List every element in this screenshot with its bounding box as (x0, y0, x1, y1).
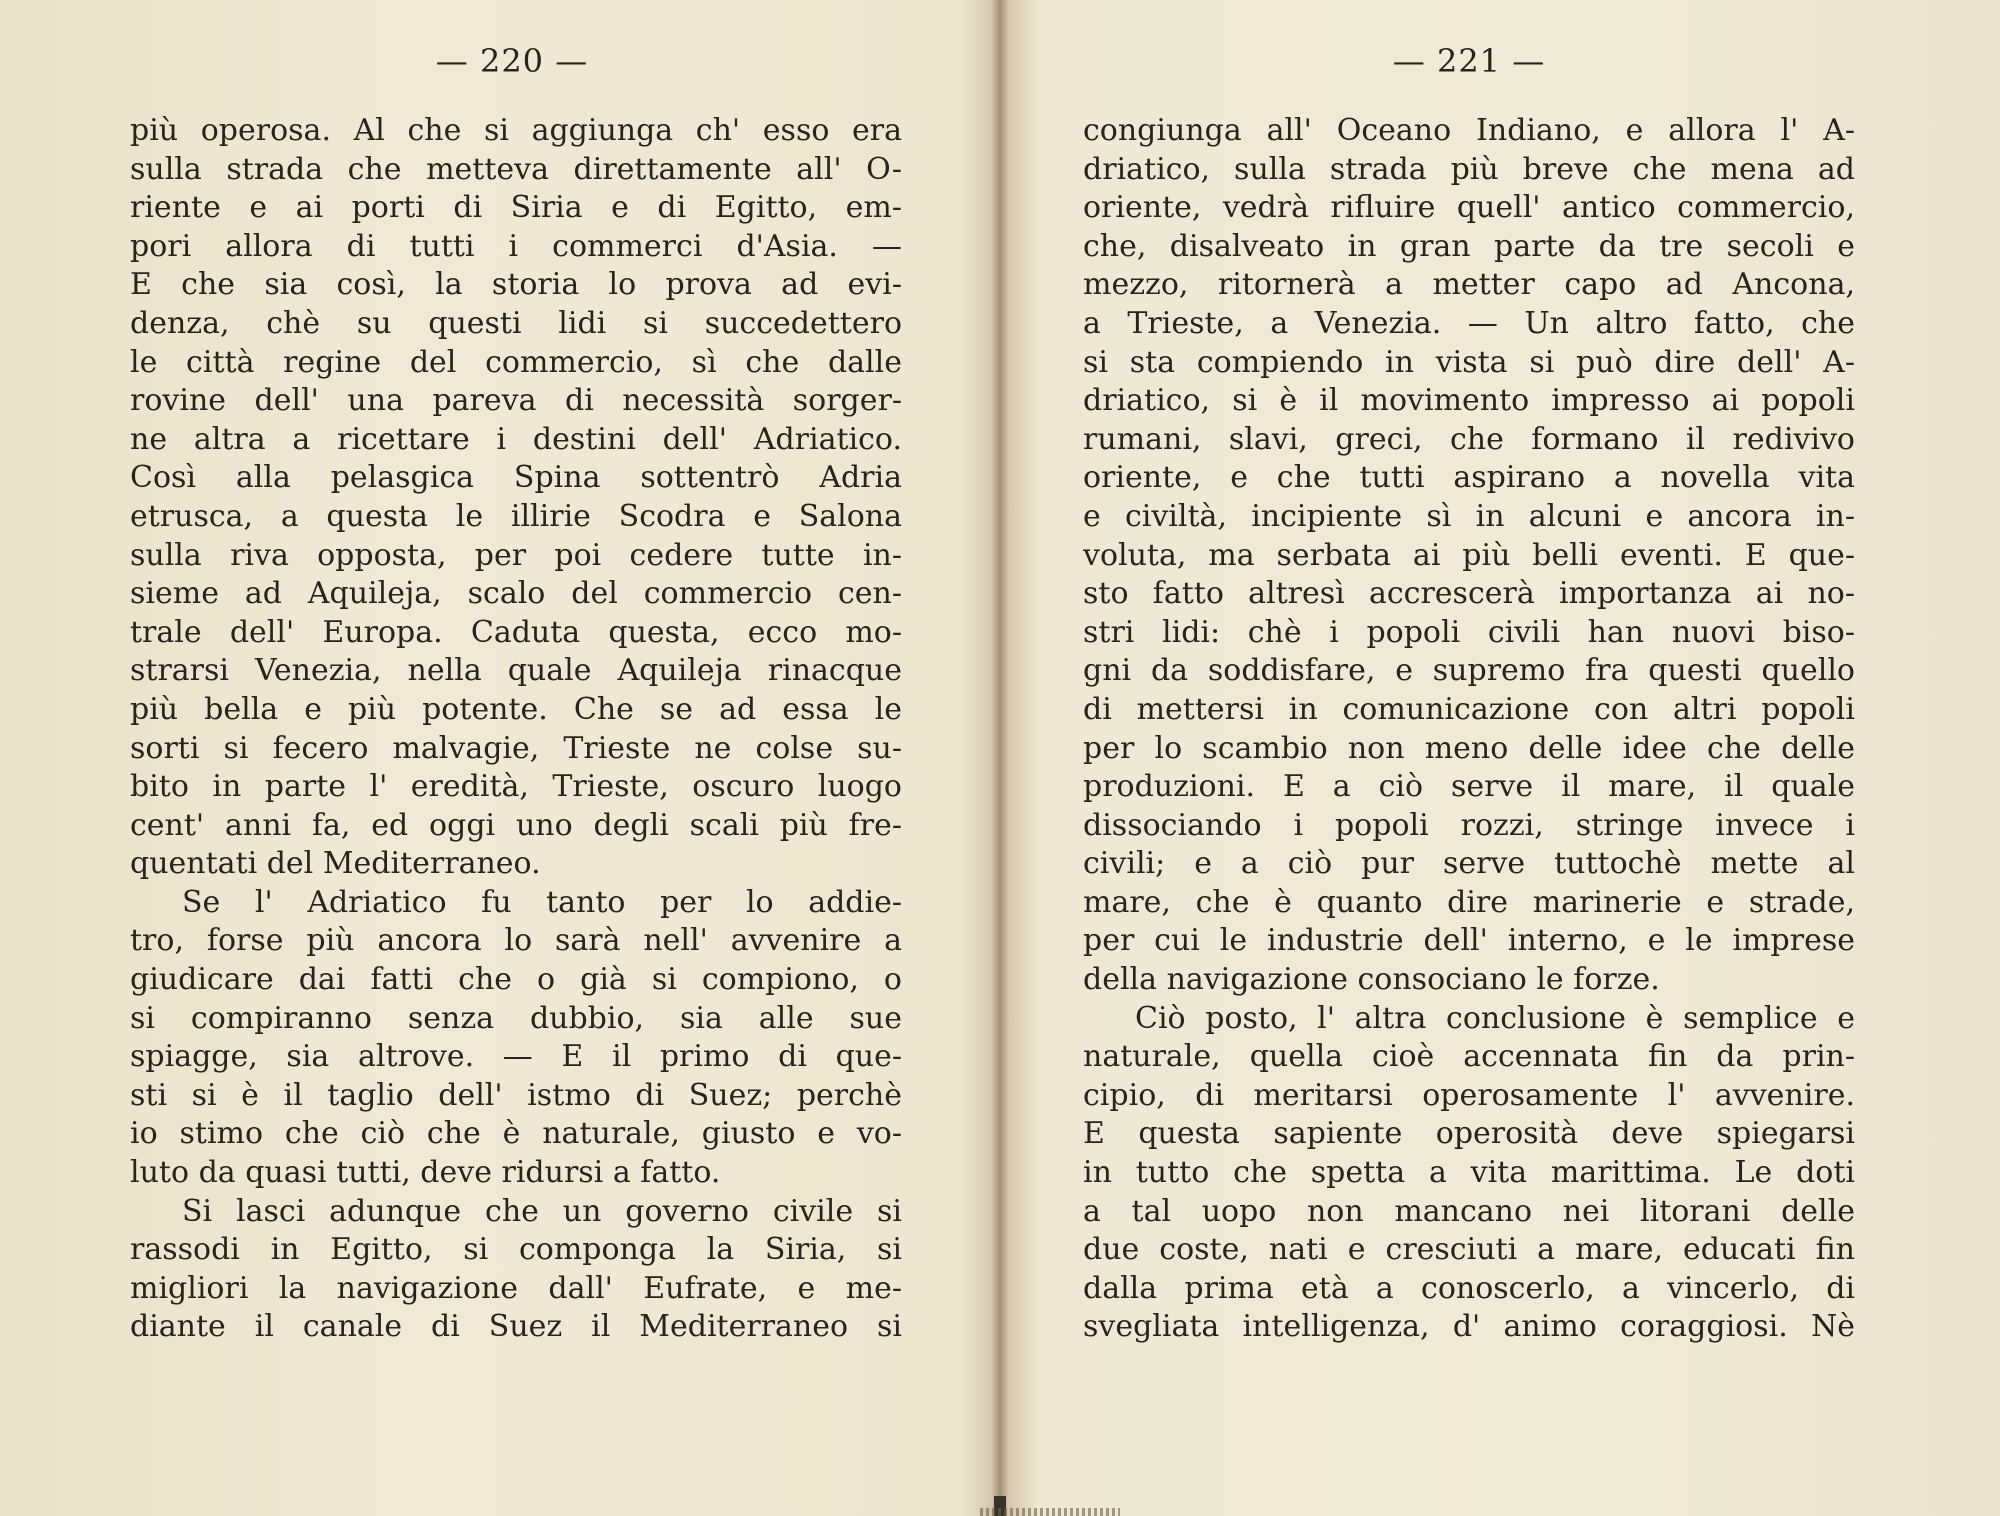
text-line: della navigazione consociano le forze. (1083, 962, 1660, 998)
text-line: rumani, slavi, greci, che formano il redivivo (1083, 421, 1855, 457)
text-line: sulla riva opposta, per poi cedere tutte in- (130, 537, 902, 573)
page-number-right: — 221 — (1392, 42, 1546, 80)
text-line: dalla prima età a conoscerlo, a vincerlo, di (1083, 1270, 1855, 1306)
text-line: sulla strada che metteva direttamente all' O- (130, 151, 902, 187)
text-line: di mettersi in comunicazione con altri popoli (1083, 691, 1855, 727)
text-line: in tutto che spetta a vita marittima. Le doti (1083, 1155, 1855, 1191)
text-line: cipio, di meritarsi operosamente l' avvenire. (1083, 1077, 1855, 1113)
text-line: si compiranno senza dubbio, sia alle sue (130, 1000, 902, 1036)
text-line: congiunga all' Oceano Indiano, e allora l' A- (1083, 113, 1855, 148)
text-line: sti si è il taglio dell' istmo di Suez; perchè (130, 1077, 902, 1113)
left-page-text (130, 112, 902, 1347)
text-line: le città regine del commercio, sì che dalle (130, 344, 902, 380)
text-line: io stimo che ciò che è naturale, giusto e vo- (130, 1116, 902, 1152)
text-line: ne altra a ricettare i destini dell' Adriatico. (130, 421, 902, 457)
text-line: svegliata intelligenza, d' animo coraggiosi. Nè (1083, 1309, 1855, 1345)
text-line: migliori la navigazione dall' Eufrate, e me- (130, 1270, 902, 1306)
text-line: per lo scambio non meno delle idee che delle (1083, 730, 1855, 766)
text-line: E che sia così, la storia lo prova ad evi- (130, 267, 902, 303)
text-line: oriente, e che tutti aspirano a novella vita (1083, 460, 1855, 496)
text-line: gni da soddisfare, e supremo fra questi quello (1083, 653, 1855, 689)
page-number-left: — 220 — (435, 42, 589, 80)
text-line: più operosa. Al che si aggiunga ch' esso era (130, 113, 902, 148)
text-line: e civiltà, incipiente sì in alcuni e ancora in- (1083, 498, 1855, 534)
text-line: quentati del Mediterraneo. (130, 846, 541, 882)
text-line: oriente, vedrà rifluire quell' antico commercio, (1083, 190, 1855, 226)
text-line: a Trieste, a Venezia. — Un altro fatto, che (1083, 305, 1855, 341)
text-line: trale dell' Europa. Caduta questa, ecco mo- (130, 614, 902, 650)
text-line: pori allora di tutti i commerci d'Asia. — (130, 228, 902, 264)
left-page (130, 0, 902, 1516)
text-line: driatico, si è il movimento impresso ai popoli (1083, 383, 1855, 419)
text-line: Ciò posto, l' altra conclusione è semplice e (1135, 1000, 1855, 1036)
text-line: sieme ad Aquileja, scalo del commercio cen- (130, 576, 902, 612)
text-line: diante il canale di Suez il Mediterraneo si (130, 1309, 902, 1345)
text-line: giudicare dai fatti che o già si compiono, o (130, 962, 902, 998)
text-line: denza, chè su questi lidi si succedettero (130, 305, 902, 341)
text-line: strarsi Venezia, nella quale Aquileja rinacque (130, 653, 902, 689)
text-line: Se l' Adriatico fu tanto per lo addie- (182, 884, 902, 920)
text-line: naturale, quella cioè accennata fin da prin- (1083, 1039, 1855, 1075)
text-line: che, disalveato in gran parte da tre secoli e (1083, 228, 1855, 264)
text-line: sto fatto altresì accrescerà importanza ai no- (1083, 576, 1855, 612)
text-line: riente e ai porti di Siria e di Egitto, em- (130, 190, 902, 226)
right-page-text (1083, 112, 1855, 1347)
text-line: tro, forse più ancora lo sarà nell' avvenire a (130, 923, 902, 959)
text-line: bito in parte l' eredità, Trieste, oscuro luogo (130, 769, 902, 805)
text-line: per cui le industrie dell' interno, e le imprese (1083, 923, 1855, 959)
text-line: più bella e più potente. Che se ad essa le (130, 691, 902, 727)
text-line: dissociando i popoli rozzi, stringe invece i (1083, 807, 1855, 843)
book-gutter (992, 0, 1008, 1516)
text-line: sorti si fecero malvagie, Trieste ne colse su- (130, 730, 902, 766)
text-line: cent' anni fa, ed oggi uno degli scali più fre- (130, 807, 902, 843)
text-line: a tal uopo non mancano nei litorani delle (1083, 1193, 1855, 1229)
text-line: Così alla pelasgica Spina sottentrò Adria (130, 460, 902, 496)
text-line: E questa sapiente operosità deve spiegarsi (1083, 1116, 1855, 1152)
text-line: spiagge, sia altrove. — E il primo di que- (130, 1039, 902, 1075)
text-line: driatico, sulla strada più breve che mena ad (1083, 151, 1855, 187)
text-line: si sta compiendo in vista si può dire dell' A- (1083, 344, 1855, 380)
text-line: due coste, nati e cresciuti a mare, educati fin (1083, 1232, 1855, 1268)
text-line: rassodi in Egitto, si componga la Siria, si (130, 1232, 902, 1268)
text-line: produzioni. E a ciò serve il mare, il quale (1083, 769, 1855, 805)
right-page (1083, 0, 1855, 1516)
text-line: rovine dell' una pareva di necessità sorger- (130, 383, 902, 419)
text-line: Si lasci adunque che un governo civile si (182, 1193, 902, 1229)
text-line: luto da quasi tutti, deve ridursi a fatto. (130, 1155, 721, 1191)
text-line: mezzo, ritornerà a metter capo ad Ancona, (1083, 267, 1855, 303)
text-line: stri lidi: chè i popoli civili han nuovi biso- (1083, 614, 1855, 650)
text-line: voluta, ma serbata ai più belli eventi. E que- (1083, 537, 1855, 573)
page-bottom-edge (980, 1508, 1120, 1516)
text-line: etrusca, a questa le illirie Scodra e Salona (130, 498, 902, 534)
text-line: mare, che è quanto dire marinerie e strade, (1083, 884, 1855, 920)
text-line: civili; e a ciò pur serve tuttochè mette al (1083, 846, 1855, 882)
